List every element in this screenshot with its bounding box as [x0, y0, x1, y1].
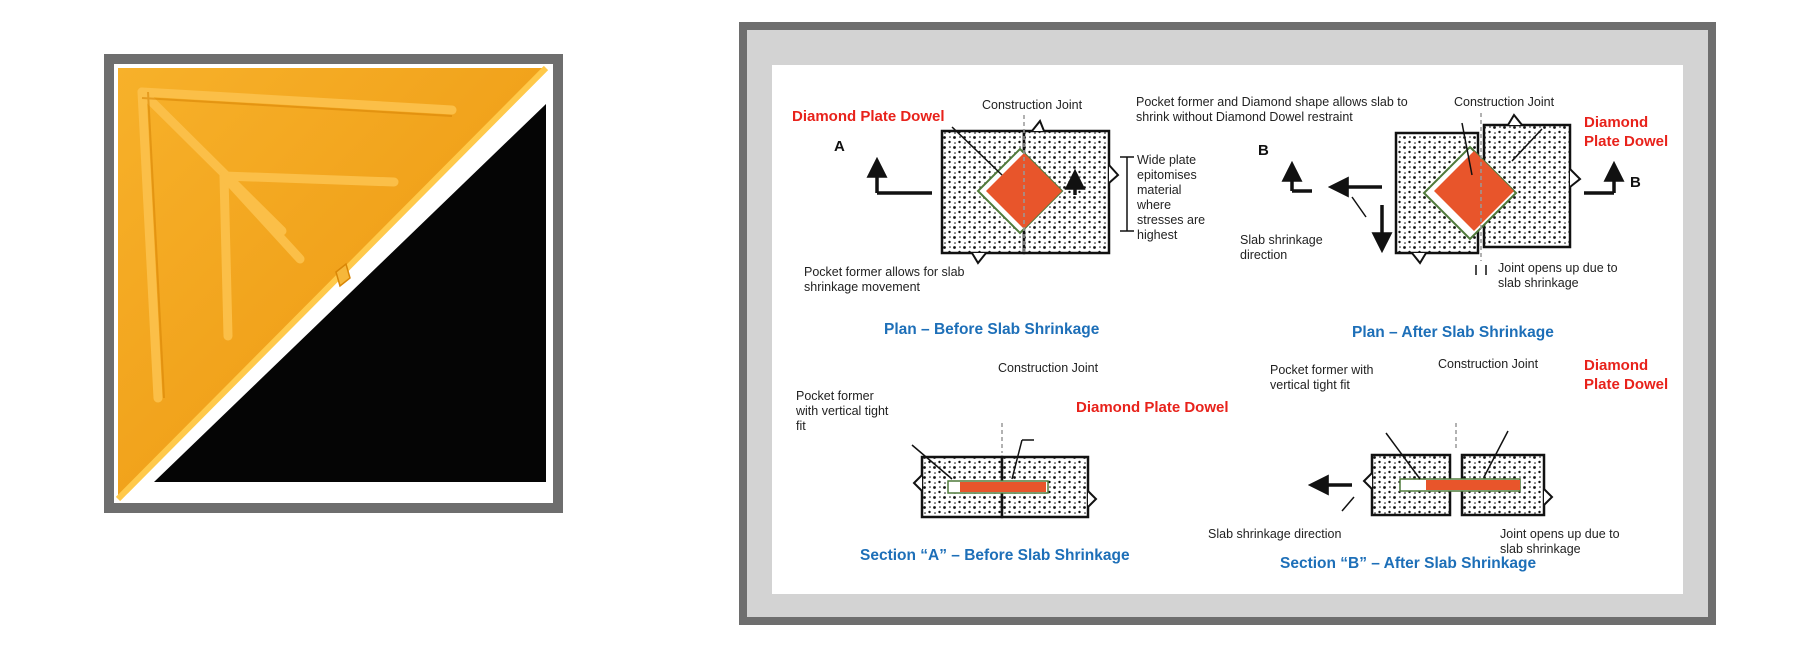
construction-joint-label: Construction Joint: [1454, 95, 1555, 109]
construction-joint-label: Construction Joint: [998, 361, 1099, 375]
construction-joint-label: Construction Joint: [982, 98, 1083, 112]
diamond-plate-dowel-label: Diamond Plate Dowel: [1584, 114, 1669, 150]
diamond-plate-dowel-label: Diamond Plate Dowel: [1584, 357, 1669, 393]
diagram-canvas: [772, 65, 1683, 594]
pocket-former-note: Pocket former with vertical tight fit: [1270, 363, 1374, 392]
diamond-plate-dowel-label: Diamond Plate Dowel: [1076, 399, 1229, 416]
joint-opens-note: Joint opens up due to slab shrinkage: [1500, 527, 1620, 556]
plan-before-drawing: [877, 115, 1134, 263]
joint-opens-note: Joint opens up due to slab shrinkage: [1498, 261, 1618, 290]
section-marker-b-left: B: [1258, 142, 1269, 159]
plan-after-caption: Plan – After Slab Shrinkage: [1352, 324, 1554, 341]
construction-joint-label: Construction Joint: [1438, 357, 1539, 371]
dowel-section: [960, 482, 1046, 492]
plan-after-drawing: [1292, 113, 1614, 275]
pocket-former-note: Pocket former with vertical tight fit: [796, 389, 889, 433]
plan-before-caption: Plan – Before Slab Shrinkage: [884, 321, 1100, 338]
pocket-diamond-note: Pocket former and Diamond shape allows slab to shrink without Diamond Dowel restraint: [1136, 95, 1408, 124]
wide-plate-note: Wide plate epitomises material where stresses are highest: [1137, 153, 1206, 242]
shrinkage-direction-label: Slab shrinkage direction: [1240, 233, 1323, 262]
diamond-plate-dowel-label: Diamond Plate Dowel: [792, 108, 945, 125]
section-after-caption: Section “B” – After Slab Shrinkage: [1280, 555, 1537, 572]
section-before-drawing: [912, 423, 1096, 517]
pocket-former-photo: [114, 64, 553, 503]
section-marker-a: A: [834, 138, 845, 155]
product-photo-frame: [104, 54, 563, 513]
dowel-section: [1426, 480, 1520, 490]
shrinkage-direction-label: Slab shrinkage direction: [1208, 527, 1342, 541]
section-before-caption: Section “A” – Before Slab Shrinkage: [860, 547, 1130, 564]
section-marker-b-right: B: [1630, 174, 1641, 191]
section-after-drawing: [1312, 423, 1552, 515]
diagram-frame: [739, 22, 1716, 625]
pocket-former-note: Pocket former allows for slab shrinkage movement: [804, 265, 965, 294]
